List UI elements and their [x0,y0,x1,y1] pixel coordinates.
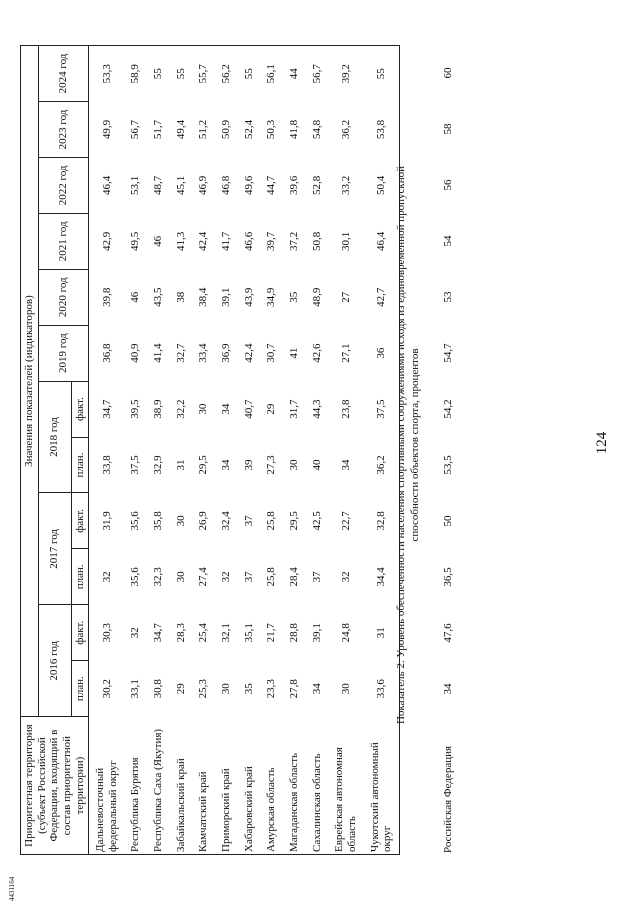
value-cell: 31,9 [100,511,113,531]
value-cell: 27,3 [265,455,278,475]
value-cell: 29 [265,403,278,415]
year-2023-header: 2023 год [38,102,89,158]
value-cell: 55 [147,46,170,102]
value-cell: 30 [339,683,352,695]
value-cell: 34 [220,403,233,415]
value-cell: 35,1 [242,623,255,643]
region-name: Дальневосточный федеральный округ [89,717,125,855]
value-cell: 36,8 [100,343,113,363]
value-cell: 32,3 [152,567,165,587]
value-cell: 35,6 [129,567,142,587]
table-row [438,45,458,855]
value-cell: 41 [287,347,300,359]
region-name: Камчатский край [192,717,215,855]
value-cell: 42,5 [310,511,323,531]
table-row [89,46,125,855]
value-cell: 37 [242,515,255,527]
value-cell: 30,1 [339,231,352,251]
value-cell: 39 [242,459,255,471]
table-row [124,46,147,855]
value-cell: 44,7 [265,175,278,196]
value-cell: 35,8 [152,511,165,531]
value-cell: 27 [339,291,352,303]
value-cell: 28,3 [174,623,187,643]
year-2017-header: 2017 год [38,493,71,605]
value-cell: 48,9 [310,287,323,307]
value-cell: 55 [170,46,193,102]
value-cell: 35 [242,683,255,695]
value-cell: 25,3 [197,679,210,699]
value-cell: 56,7 [129,119,142,140]
table-row [147,46,170,855]
value-cell: 54,8 [310,119,323,140]
value-cell: 39,1 [220,287,233,307]
value-cell: 54,2 [442,399,454,419]
value-cell: 46,8 [220,175,233,196]
value-cell: 33,6 [364,661,400,717]
plan-header: план. [71,549,89,605]
value-cell: 38,9 [152,399,165,419]
value-cell: 39,7 [265,231,278,251]
value-cell: 41,8 [287,119,300,140]
value-cell: 46,4 [364,213,400,269]
value-cell: 27,8 [287,679,300,699]
value-cell: 24,8 [339,623,352,643]
value-cell: 33,2 [339,175,352,196]
value-cell: 37 [310,571,323,583]
value-cell: 36,9 [220,343,233,363]
value-cell: 38,4 [197,287,210,307]
value-cell: 36,2 [364,437,400,493]
value-cell: 58,9 [124,46,147,102]
value-cell: 45,1 [174,175,187,196]
value-cell: 42,9 [100,231,113,251]
value-cell: 56,7 [306,46,329,102]
value-cell: 27,1 [339,343,352,363]
value-cell: 34,7 [100,399,113,419]
table-row [328,46,363,855]
value-cell: 36,2 [339,119,352,140]
value-cell: 58 [442,123,454,135]
value-cell: 44 [283,46,306,102]
value-cell: 49,5 [129,231,142,251]
value-cell: 52,4 [242,119,255,140]
value-cell: 42,4 [197,231,210,251]
value-cell: 29 [174,683,187,695]
value-cell: 21,7 [265,623,278,643]
value-cell: 60 [442,67,454,79]
value-cell: 49,6 [242,175,255,196]
indicator-2-caption: Показатель 2. Уровень обеспеченности населения спортивными сооружениями исходя из единовременной пропускной способности объектов спорта, процентов [395,166,421,725]
value-cell: 50,3 [265,119,278,140]
value-cell: 28,4 [287,567,300,587]
region-name: Еврейская автономная область [328,717,363,855]
value-cell: 54,7 [442,343,454,363]
value-cell: 48,7 [152,175,165,196]
value-cell: 54 [442,235,454,247]
value-cell: 33,8 [100,455,113,475]
value-cell: 30 [287,459,300,471]
value-cell: 53,3 [89,46,125,102]
page-number: 124 [594,431,610,455]
value-cell: 32,8 [364,493,400,549]
year-2016-header: 2016 год [38,605,71,717]
value-cell: 32 [100,571,113,583]
value-cell: 40,9 [129,343,142,363]
value-cell: 34,4 [364,549,400,605]
region-name: Приморский край [215,717,238,855]
value-cell: 30 [220,683,233,695]
value-cell: 50,8 [310,231,323,251]
plan-header: план. [71,661,89,717]
value-cell: 32,7 [174,343,187,363]
value-cell: 32,1 [220,623,233,643]
value-cell: 39,2 [328,46,363,102]
value-cell: 46,6 [242,231,255,251]
fact-header: факт. [71,381,89,437]
value-cell: 30 [197,403,210,415]
value-cell: 29,5 [197,455,210,475]
value-cell: 47,6 [442,623,454,643]
russian-federation-table [438,45,458,855]
value-cell: 37,5 [364,381,400,437]
value-cell: 39,6 [287,175,300,196]
value-cell: 30 [174,571,187,583]
value-cell: 32 [129,627,142,639]
value-cell: 46,4 [100,175,113,196]
value-cell: 39,1 [310,623,323,643]
value-cell: 49,4 [174,119,187,140]
value-cell: 41,3 [174,231,187,251]
value-cell: 34 [310,683,323,695]
value-cell: 30 [174,515,187,527]
region-name: Магаданская область [283,717,306,855]
value-cell: 34,9 [265,287,278,307]
year-2019-header: 2019 год [38,325,89,381]
value-cell: 25,8 [265,511,278,531]
value-cell: 33,1 [129,679,142,699]
value-cell: 30,8 [152,679,165,699]
value-cell: 56,1 [260,46,283,102]
year-2022-header: 2022 год [38,157,89,213]
value-cell: 23,8 [339,399,352,419]
value-cell: 34 [442,683,454,695]
region-name: Хабаровский край [238,717,261,855]
value-cell: 27,4 [197,567,210,587]
value-cell: 32,2 [174,399,187,419]
value-cell: 49,9 [100,119,113,140]
region-name: Российская Федерация [442,745,454,853]
year-2020-header: 2020 год [38,269,89,325]
value-cell: 55 [364,46,400,102]
value-cell: 51,2 [197,119,210,140]
fact-header: факт. [71,605,89,661]
value-cell: 56 [442,179,454,191]
value-cell: 53,8 [364,102,400,158]
value-cell: 30,7 [265,343,278,363]
value-cell: 50,9 [220,119,233,140]
value-cell: 46,9 [197,175,210,196]
document-reference: 4431164 [8,876,16,901]
value-cell: 31 [364,605,400,661]
table-body [89,46,400,855]
value-cell: 50,4 [364,157,400,213]
value-cell: 37,5 [129,455,142,475]
value-cell: 53,1 [129,175,142,196]
value-cell: 31 [174,459,187,471]
value-cell: 43,9 [242,287,255,307]
value-cell: 46 [152,235,165,247]
value-cell: 40 [310,459,323,471]
region-name: Забайкальский край [170,717,193,855]
value-cell: 53 [442,291,454,303]
table-row [170,46,193,855]
value-cell: 55,7 [192,46,215,102]
territory-header: Приоритетная территория (субъект Российской Федерации, входящий в состав приоритетной территории) [21,717,89,855]
value-cell: 35 [287,291,300,303]
fact-header: факт. [71,493,89,549]
value-cell: 26,9 [197,511,210,531]
value-cell: 32 [220,571,233,583]
region-name: Чукотский автономный округ [364,717,400,855]
value-cell: 39,8 [100,287,113,307]
value-cell: 32,4 [220,511,233,531]
value-cell: 32 [339,571,352,583]
value-cell: 37,2 [287,231,300,251]
value-cell: 44,3 [310,399,323,419]
value-cell: 29,5 [287,511,300,531]
region-name: Республика Бурятия [124,717,147,855]
value-cell: 55 [238,46,261,102]
value-cell: 37 [242,571,255,583]
value-cell: 41,4 [152,343,165,363]
region-name: Республика Саха (Якутия) [147,717,170,855]
value-cell: 30,3 [100,623,113,643]
value-cell: 52,8 [310,175,323,196]
year-2018-header: 2018 год [38,381,71,493]
value-cell: 41,7 [220,231,233,251]
value-cell: 28,8 [287,623,300,643]
table-row [283,46,306,855]
value-cell: 33,4 [197,343,210,363]
value-cell: 43,5 [152,287,165,307]
table-row [306,46,329,855]
value-cell: 25,4 [197,623,210,643]
table-row [260,46,283,855]
table-row [238,46,261,855]
value-cell: 40,7 [242,399,255,419]
plan-header: план. [71,437,89,493]
value-cell: 34 [220,459,233,471]
value-cell: 31,7 [287,399,300,419]
value-cell: 46 [129,291,142,303]
value-cell: 42,4 [242,343,255,363]
table-row [364,46,400,855]
value-cell: 38 [174,291,187,303]
value-cell: 53,5 [442,455,454,475]
indicators-group-header: Значения показателей (индикаторов) [21,46,39,717]
value-cell: 39,5 [129,399,142,419]
value-cell: 42,6 [310,343,323,363]
year-2024-header: 2024 год [38,46,89,102]
indicators-table [20,45,400,855]
value-cell: 36,5 [442,567,454,587]
value-cell: 42,7 [364,269,400,325]
value-cell: 30,2 [100,679,113,699]
region-name: Сахалинская область [306,717,329,855]
table-row [192,46,215,855]
value-cell: 22,7 [339,511,352,531]
year-2021-header: 2021 год [38,213,89,269]
value-cell: 35,6 [129,511,142,531]
value-cell: 23,3 [265,679,278,699]
value-cell: 50 [442,515,454,527]
value-cell: 34 [339,459,352,471]
value-cell: 56,2 [215,46,238,102]
table-row [215,46,238,855]
value-cell: 51,7 [152,119,165,140]
value-cell: 25,8 [265,567,278,587]
value-cell: 36 [364,325,400,381]
region-name: Амурская область [260,717,283,855]
value-cell: 34,7 [152,623,165,643]
value-cell: 32,9 [152,455,165,475]
